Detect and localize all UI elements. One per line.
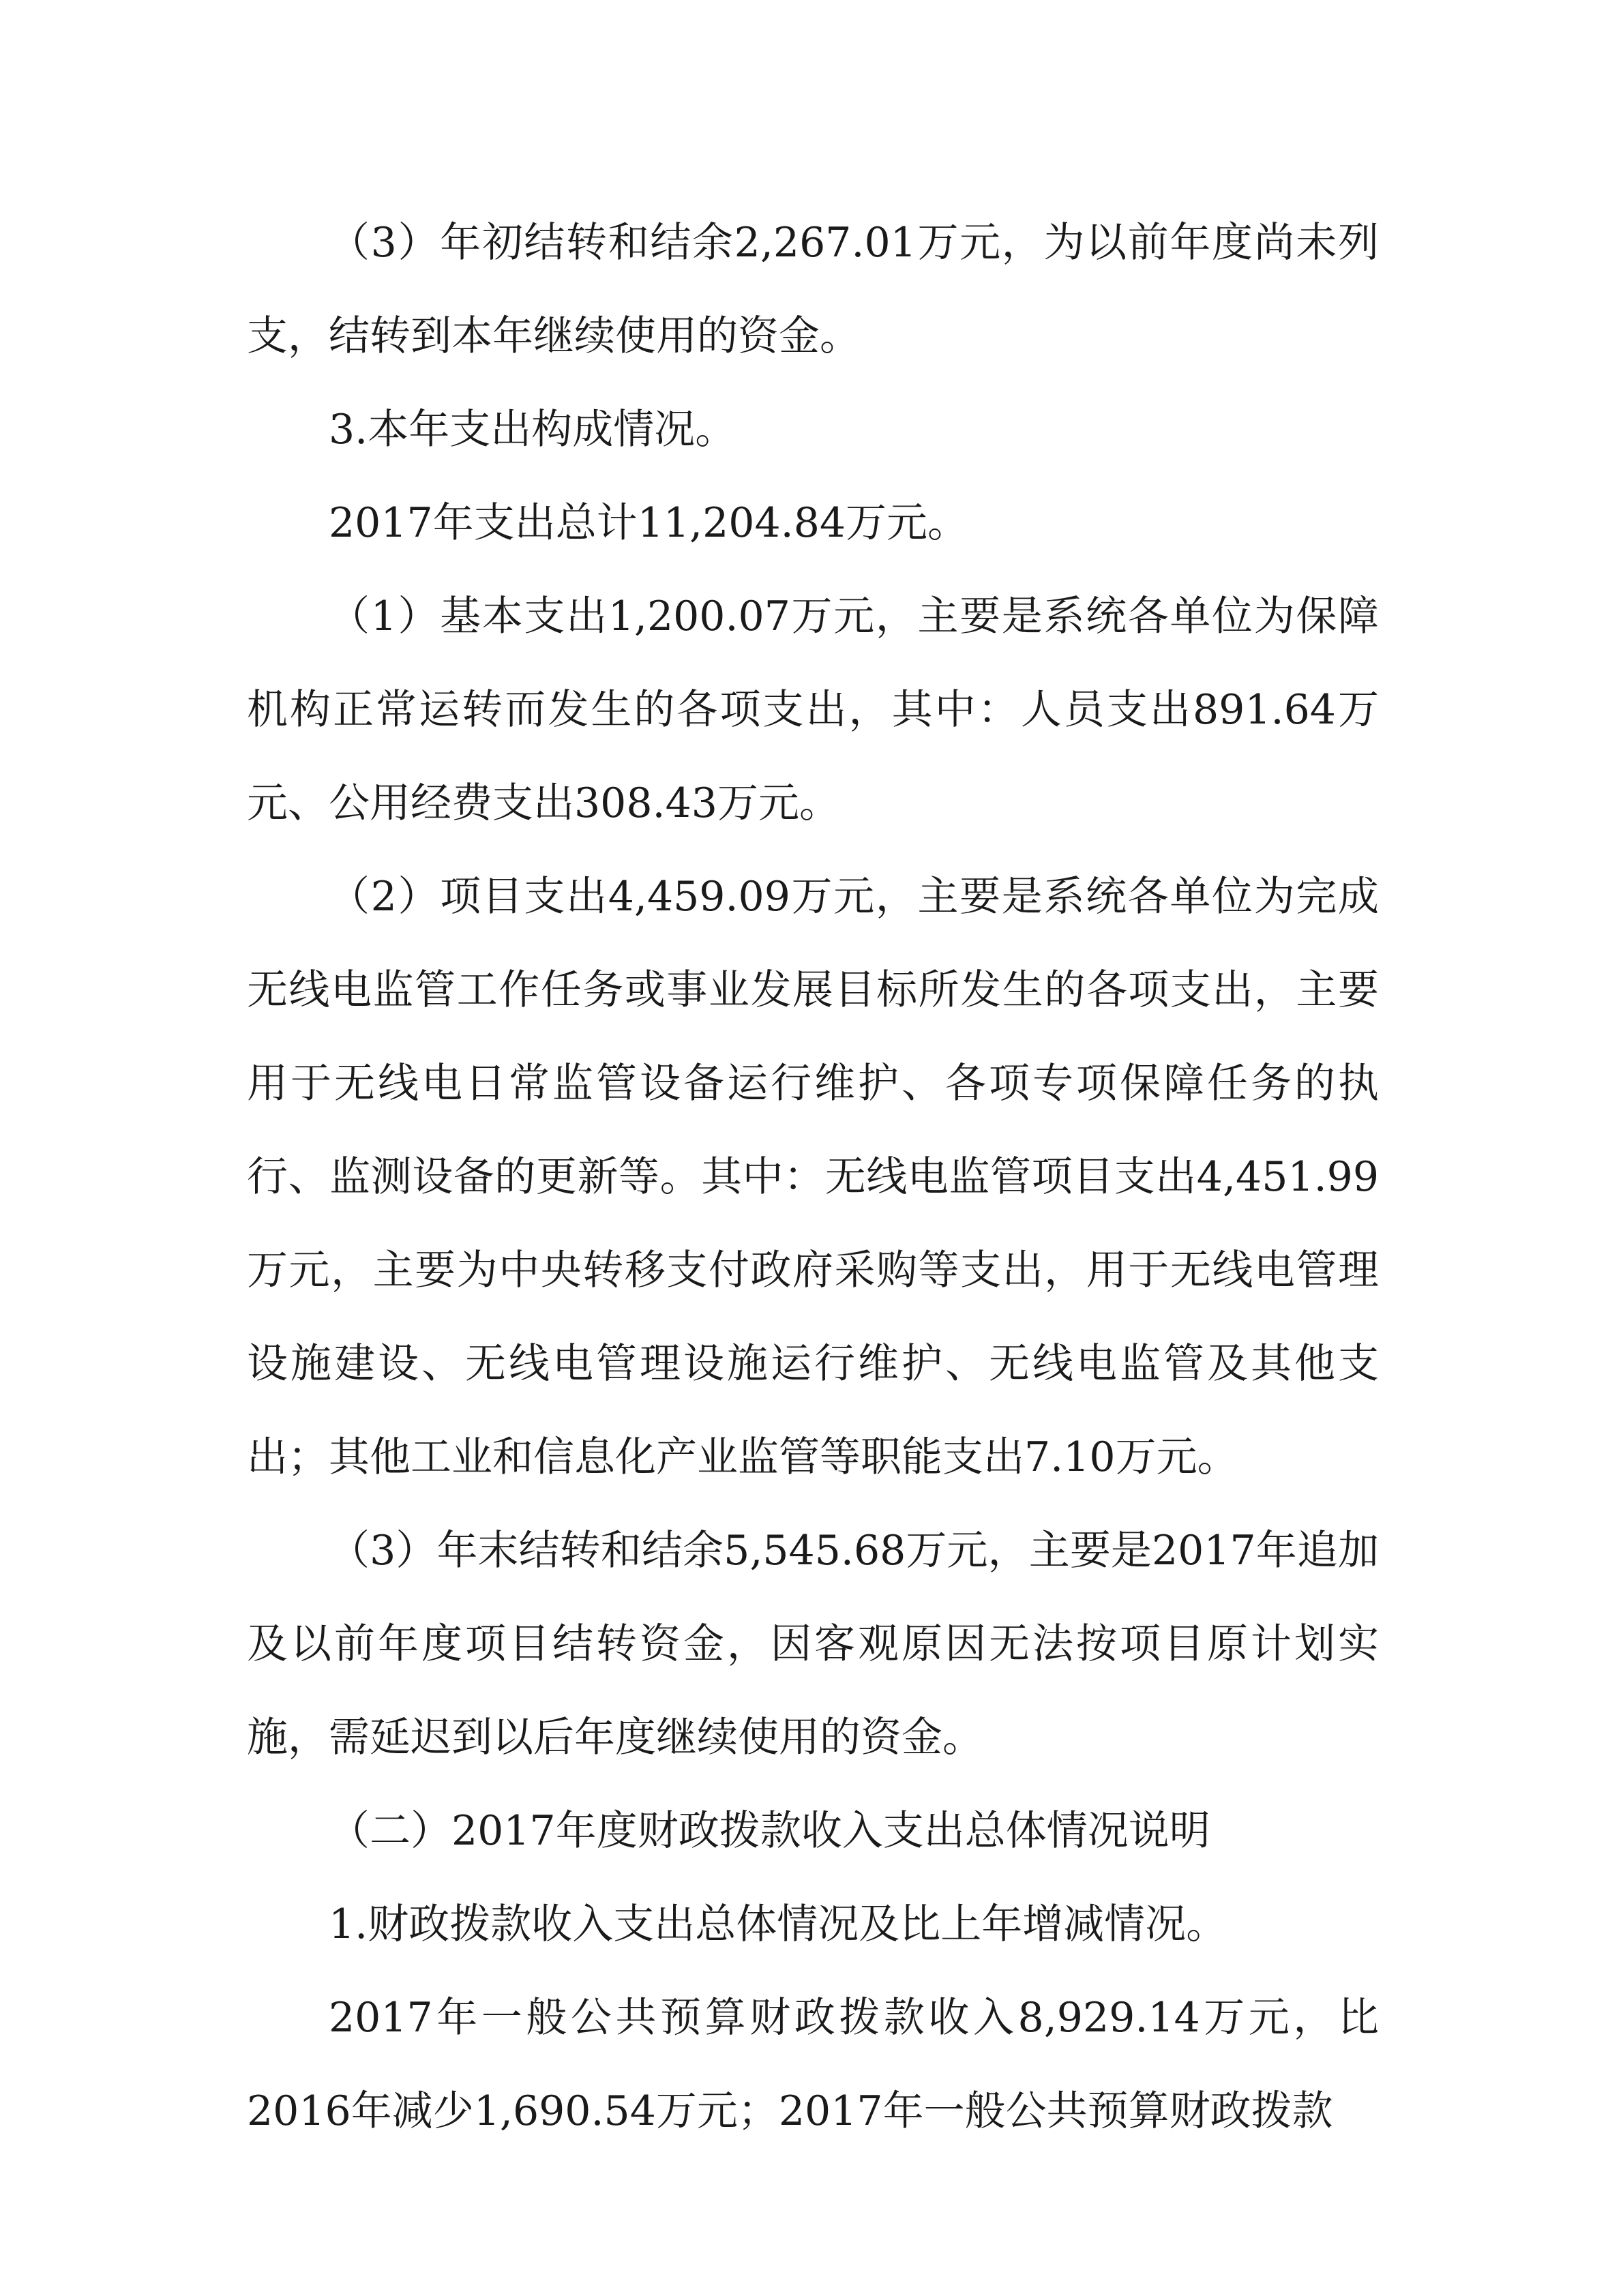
paragraph-expenditure-total: 2017年支出总计11,204.84万元。 bbox=[329, 499, 969, 547]
paragraph-fiscal-income: 2017年一般公共预算财政拨款收入8,929.14万元，比2016年减少1,690.54万元；2017年一般公共预算财政拨款 bbox=[247, 1994, 1379, 2135]
paragraph-carryover-beginning: （3）年初结转和结余2,267.01万元，为以前年度尚未列支，结转到本年继续使用的资金。 bbox=[247, 219, 1379, 360]
paragraph-carryover-end: （3）年末结转和结余5,545.68万元，主要是2017年追加及以前年度项目结转资金，因客观原因无法按项目原计划实施，需延迟到以后年度继续使用的资金。 bbox=[247, 1527, 1379, 1761]
paragraph-expenditure-heading: 3.本年支出构成情况。 bbox=[329, 406, 736, 453]
section-heading-fiscal-appropriation: （二）2017年度财政拨款收入支出总体情况说明 bbox=[329, 1807, 1210, 1855]
paragraph-project-expenditure: （2）项目支出4,459.09万元，主要是系统各单位为完成无线电监管工作任务或事业发展目标所发生的各项支出，主要用于无线电日常监管设备运行维护、各项专项保障任务的执行、监测设备的更新等。其中：无线电监管项目支出4,451.99万元，主要为中央转移支付政府采购等支出，用于无线电管理设施建设、无线电管理设施运行维护、无线电监管及其他支出；其他工业和信息化产业监管等职能支出7.10万元。 bbox=[247, 873, 1379, 1481]
paragraph-fiscal-overview-heading: 1.财政拨款收入支出总体情况及比上年增减情况。 bbox=[329, 1900, 1227, 1948]
document-body bbox=[247, 196, 1379, 2158]
paragraph-basic-expenditure: （1）基本支出1,200.07万元，主要是系统各单位为保障机构正常运转而发生的各项支出，其中：人员支出891.64万元、公用经费支出308.43万元。 bbox=[247, 593, 1379, 827]
